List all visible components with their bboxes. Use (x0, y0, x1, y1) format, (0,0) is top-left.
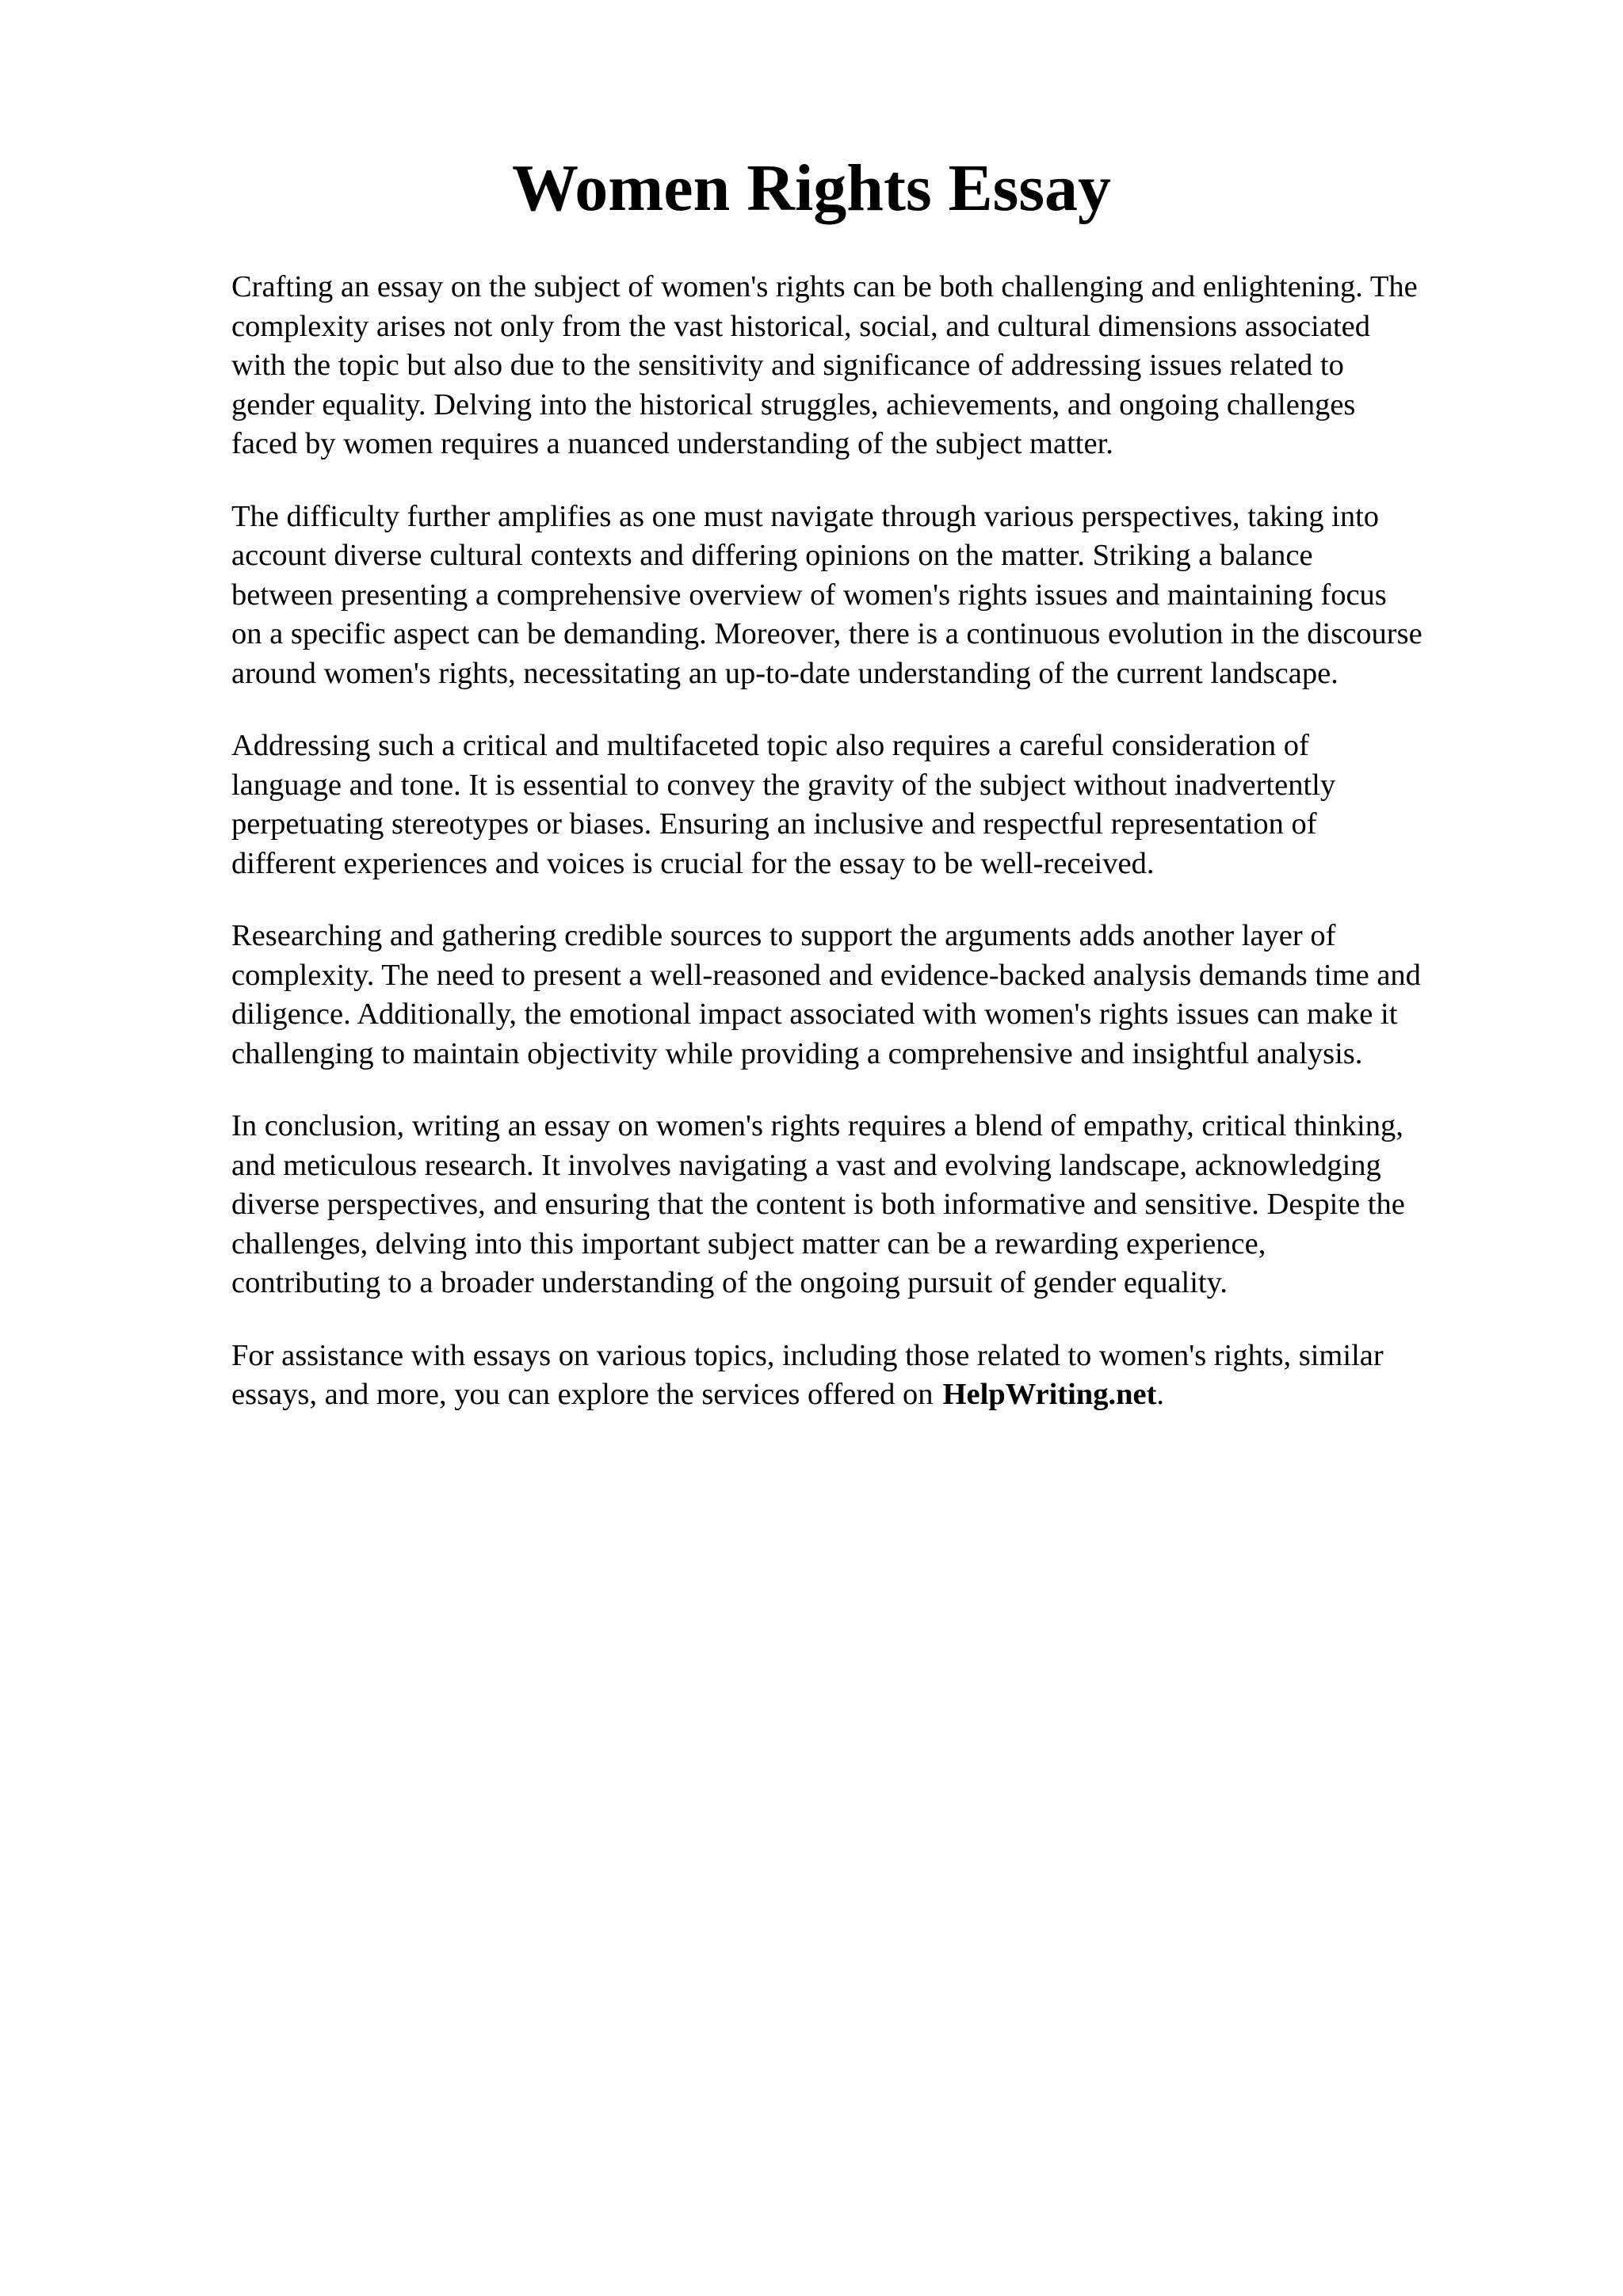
paragraph-4 (231, 917, 1531, 1074)
text-line: language and tone. It is essential to convey the gravity of the subject without inadvertently (231, 768, 1336, 802)
closing-prefix: essays, and more, you can explore the services offered on (231, 1378, 934, 1411)
paragraph-5 (231, 1107, 1531, 1303)
text-line: contributing to a broader understanding of the ongoing pursuit of gender equality. (231, 1266, 1228, 1299)
text-line: complexity arises not only from the vast historical, social, and cultural dimensions associated (231, 309, 1371, 343)
text-line: Addressing such a critical and multifaceted topic also requires a careful consideration of (231, 729, 1309, 762)
text-line: For assistance with essays on various topics, including those related to women's rights, similar (231, 1338, 1384, 1372)
essay-body (231, 268, 1531, 1448)
text-line: The difficulty further amplifies as one must navigate through various perspectives, taking into (231, 499, 1380, 533)
text-line: between presenting a comprehensive overview of women's rights issues and maintaining focus (231, 578, 1387, 612)
text-line: challenging to maintain objectivity while providing a comprehensive and insightful analysis. (231, 1036, 1363, 1070)
closing-paragraph (231, 1337, 1531, 1415)
text-line: In conclusion, writing an essay on women's rights requires a blend of empathy, critical thinking, (231, 1109, 1403, 1142)
text-line: Researching and gathering credible sources to support the arguments adds another layer of (231, 919, 1336, 952)
paragraph-3 (231, 727, 1531, 883)
text-line: on a specific aspect can be demanding. Moreover, there is a continuous evolution in the discourse (231, 617, 1423, 650)
text-line: Crafting an essay on the subject of women's rights can be both challenging and enlightening. The (231, 270, 1418, 303)
paragraph-2 (231, 498, 1531, 694)
paragraph-1 (231, 268, 1531, 464)
page-title: Women Rights Essay (511, 151, 1112, 225)
text-line: complexity. The need to present a well-reasoned and evidence-backed analysis demands time and (231, 958, 1421, 992)
text-line: different experiences and voices is crucial for the essay to be well-received. (231, 846, 1155, 880)
text-line: faced by women requires a nuanced understanding of the subject matter. (231, 427, 1113, 460)
closing-suffix: . (1156, 1378, 1165, 1411)
text-line: diverse perspectives, and ensuring that the content is both informative and sensitive. Despite the (231, 1188, 1405, 1221)
text-line: gender equality. Delving into the historical struggles, achievements, and ongoing challenges (231, 387, 1356, 421)
text-line: perpetuating stereotypes or biases. Ensuring an inclusive and respectful representation of (231, 807, 1317, 841)
text-line: around women's rights, necessitating an up-to-date understanding of the current landscape. (231, 656, 1338, 690)
text-line: challenges, delving into this important subject matter can be a rewarding experience, (231, 1226, 1266, 1261)
text-line: diligence. Additionally, the emotional impact associated with women's rights issues can make it (231, 997, 1398, 1031)
text-line: and meticulous research. It involves navigating a vast and evolving landscape, acknowledging (231, 1148, 1381, 1182)
text-line: account diverse cultural contexts and differing opinions on the matter. Striking a balance (231, 539, 1313, 572)
text-line-with-link (231, 1375, 1531, 1415)
helpwriting-link[interactable]: HelpWriting.net (942, 1378, 1157, 1411)
text-line: with the topic but also due to the sensitivity and significance of addressing issues related to (231, 349, 1344, 382)
